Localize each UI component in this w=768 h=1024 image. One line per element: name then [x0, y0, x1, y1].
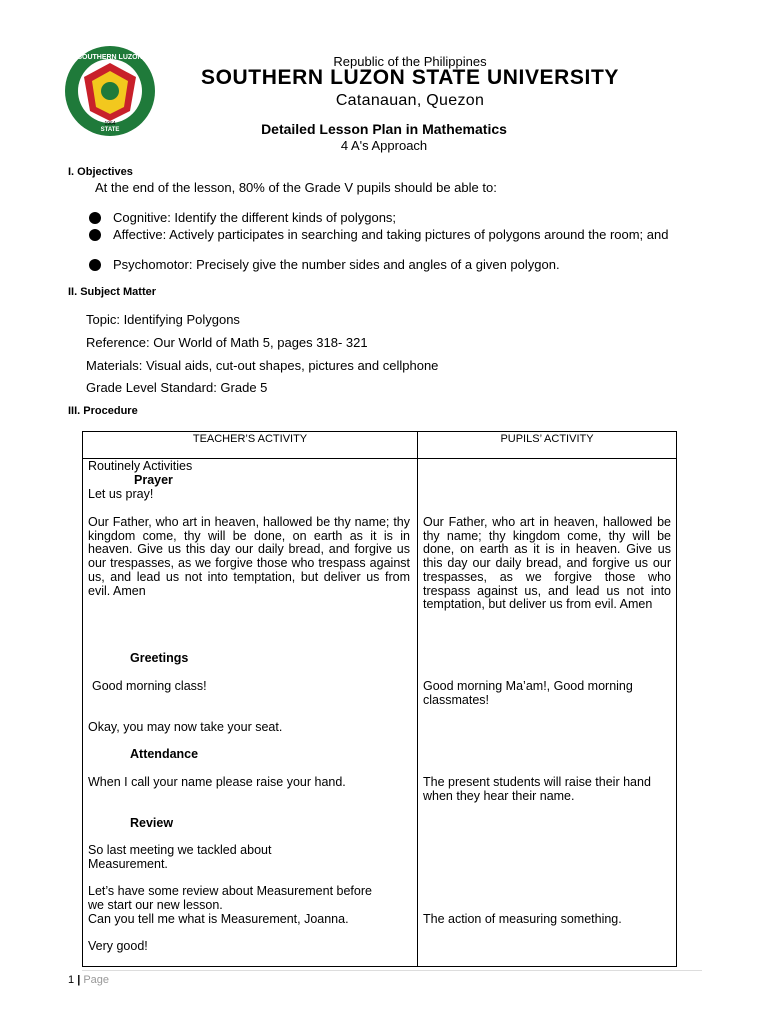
objective-cognitive: Cognitive: Identify the different kinds of polygons;: [113, 210, 397, 225]
review-pupils: The action of measuring something.: [423, 912, 622, 926]
document-title: Detailed Lesson Plan in Mathematics: [261, 121, 507, 137]
col-header-pupils: PUPILS’ ACTIVITY: [500, 433, 594, 445]
objectives-intro: At the end of the lesson, 80% of the Grade V pupils should be able to:: [95, 180, 497, 195]
footer-rule: [82, 970, 702, 971]
procedure-heading: III. Procedure: [68, 405, 138, 417]
grade-level-standard: Grade Level Standard: Grade 5: [86, 380, 268, 395]
reference: Reference: Our World of Math 5, pages 318- 321: [86, 335, 368, 350]
objective-psychomotor: Psychomotor: Precisely give the number sides and angles of a given polygon.: [113, 257, 560, 272]
review-line-3: Can you tell me what is Measurement, Joanna.: [88, 912, 349, 926]
attendance-teacher: When I call your name please raise your hand.: [88, 775, 346, 789]
seal-year: 1964: [104, 121, 116, 127]
university-name: SOUTHERN LUZON STATE UNIVERSITY: [201, 66, 619, 89]
seal-text-top: SOUTHERN LUZON: [77, 54, 143, 61]
very-good-line: Very good!: [88, 939, 148, 953]
campus-location: Catanauan, Quezon: [335, 92, 485, 109]
prayer-label: Prayer: [134, 473, 173, 487]
column-divider: [417, 432, 418, 966]
procedure-table: [82, 431, 677, 967]
routine-label: Routinely Activities: [88, 459, 193, 473]
review-label: Review: [130, 816, 174, 830]
materials: Materials: Visual aids, cut-out shapes, pictures and cellphone: [86, 358, 439, 373]
greet-teacher: Good morning class!: [92, 679, 207, 693]
page-label: Page: [83, 974, 110, 986]
bullet-icon: [89, 229, 101, 241]
prayer-text-teacher: Our Father, who art in heaven, hallowed be thy name; thy kingdom come, thy will be done, on earth as it is in heaven. Give us this day our daily bread, and forgive us our trespasses, as we forgive those who trespass against us, and lead us not into temptation, but deliver us from evil. Amen: [88, 515, 410, 598]
attendance-label: Attendance: [130, 747, 199, 761]
greetings-label: Greetings: [130, 651, 189, 665]
document-subtitle: 4 A's Approach: [340, 138, 428, 153]
prayer-text-pupils: Our Father, who art in heaven, hallowed be thy name; thy kingdom come, thy will be done, on earth as it is in heaven. Give us this day our daily bread, and forgive us our trespasses, as we forgive those who trespass against us, and lead us not into temptation, but deliver us from evil. Amen: [423, 515, 671, 612]
greet-pupils: Good morning Ma’am!, Good morning classmates!: [423, 679, 633, 707]
review-line-1: So last meeting we tackled about Measurement.: [88, 843, 272, 871]
col-header-teacher: TEACHER’S ACTIVITY: [192, 433, 308, 445]
attendance-pupils: The present students will raise their hand when they hear their name.: [423, 775, 651, 803]
page-number: 1: [68, 974, 75, 986]
objective-affective: Affective: Actively participates in searching and taking pictures of polygons around the room; and: [113, 227, 669, 242]
republic-line: Republic of the Philippines: [333, 54, 487, 69]
seat-line: Okay, you may now take your seat.: [88, 720, 283, 734]
pray-line: Let us pray!: [88, 487, 154, 501]
page-footer: [68, 974, 109, 986]
bullet-icon: [89, 212, 101, 224]
review-line-2: Let’s have some review about Measurement before we start our new lesson.: [88, 884, 372, 912]
seal-text-bottom: STATE: [100, 127, 120, 133]
footer-separator: |: [77, 974, 81, 986]
topic: Topic: Identifying Polygons: [86, 312, 240, 327]
bullet-icon: [89, 259, 101, 271]
subject-matter-heading: II. Subject Matter: [68, 286, 157, 298]
objectives-heading: I. Objectives: [68, 166, 133, 178]
